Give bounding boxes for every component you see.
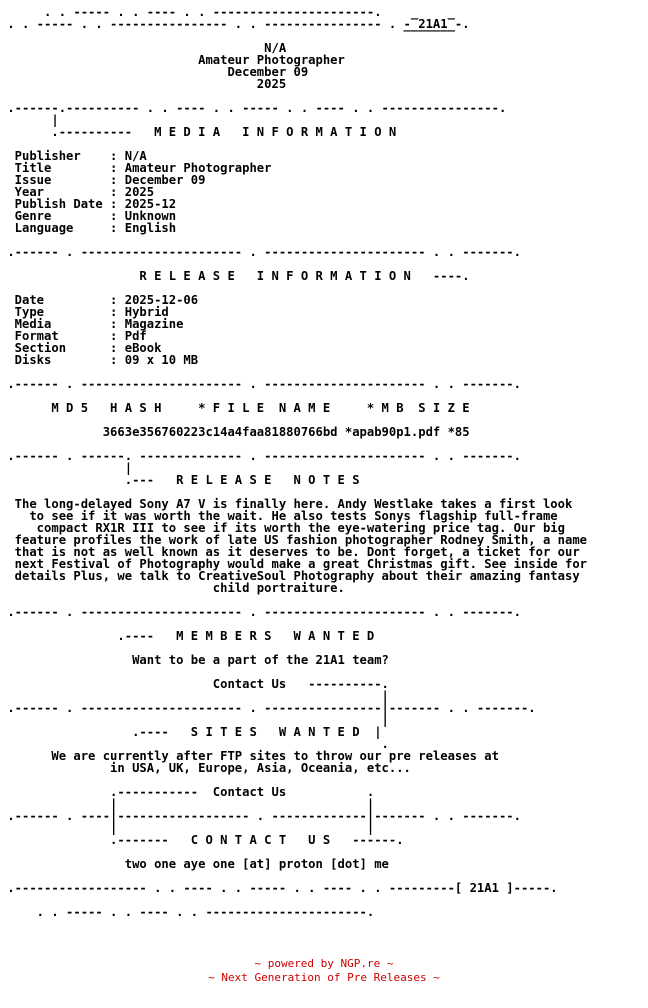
nfo-line: Title : Amateur Photographer bbox=[0, 161, 272, 175]
nfo-text-block bbox=[0, 6, 648, 930]
nfo-line: | bbox=[0, 689, 389, 703]
nfo-line: compact RX1R III to see if its worth the eye-watering price tag. Our big bbox=[0, 521, 565, 535]
nfo-line: that is not as well known as it deserves to be. Dont forget, a ticket for our bbox=[0, 545, 580, 559]
nfo-line: .------- C O N T A C T U S ------. bbox=[0, 833, 404, 847]
nfo-line: ‾‾‾‾‾‾‾ bbox=[0, 29, 455, 43]
nfo-line: Year : 2025 bbox=[0, 185, 155, 199]
nfo-line: two one aye one [at] proton [dot] me bbox=[0, 857, 389, 871]
nfo-line: .--- R E L E A S E N O T E S bbox=[0, 473, 360, 487]
nfo-line: Amateur Photographer bbox=[0, 53, 345, 67]
nfo-line: in USA, UK, Europe, Asia, Oceania, etc... bbox=[0, 761, 411, 775]
nfo-line: The long-delayed Sony A7 V is finally here. Andy Westlake takes a first look bbox=[0, 497, 573, 511]
nfo-line: 2025 bbox=[0, 77, 287, 91]
nfo-line: | | bbox=[0, 821, 375, 835]
nfo-line: child portraiture. bbox=[0, 581, 345, 595]
nfo-line: Issue : December 09 bbox=[0, 173, 206, 187]
nfo-line: Media : Magazine bbox=[0, 317, 184, 331]
nfo-line: December 09 bbox=[0, 65, 309, 79]
nfo-line: next Festival of Photography would make a great Christmas gift. See inside for bbox=[0, 557, 587, 571]
nfo-line: Contact Us ----------. bbox=[0, 677, 389, 691]
nfo-line: | bbox=[0, 461, 133, 475]
nfo-line: . . ----- . . ---- . . ----------------------. bbox=[0, 5, 382, 19]
nfo-line: Format : Pdf bbox=[0, 329, 147, 343]
nfo-line: .------------------ . . ---- . . ----- . . ---- . . ---------[ 21A1 ]-----. bbox=[0, 881, 558, 895]
nfo-line: details Plus, we talk to CreativeSoul Photography about their amazing fantasy bbox=[0, 569, 580, 583]
nfo-line: to see if it was worth the wait. He also tests Sonys flagship full-frame bbox=[0, 509, 558, 523]
nfo-line: Genre : Unknown bbox=[0, 209, 177, 223]
nfo-line: 3663e356760223c14a4faa81880766bd *apab90p1.pdf *85 bbox=[0, 425, 470, 439]
nfo-line: . . ----- . . ---- . . ----------------------. bbox=[0, 905, 375, 919]
nfo-line: .------ . ----|------------------ . -------------|------- . . -------. bbox=[0, 809, 521, 823]
nfo-line: feature profiles the work of late US fashion photographer Rodney Smith, a name bbox=[0, 533, 587, 547]
nfo-line: .------.---------- . . ---- . . ----- . . ---- . . ----------------. bbox=[0, 101, 507, 115]
nfo-line: . bbox=[0, 737, 389, 751]
nfo-line: .---- M E M B E R S W A N T E D bbox=[0, 629, 375, 643]
nfo-line: We are currently after FTP sites to throw our pre releases at bbox=[0, 749, 499, 763]
nfo-line: .------ . ------. -------------- . ---------------------- . . -------. bbox=[0, 449, 521, 463]
nfo-line: Section : eBook bbox=[0, 341, 162, 355]
nfo-line: Type : Hybrid bbox=[0, 305, 169, 319]
footer-powered-by: ~ powered by NGP.re ~ bbox=[254, 957, 394, 970]
nfo-line: Language : English bbox=[0, 221, 177, 235]
nfo-line: Publish Date : 2025-12 bbox=[0, 197, 177, 211]
nfo-line: | bbox=[0, 113, 59, 127]
nfo-line: .---- S I T E S W A N T E D | bbox=[0, 725, 382, 739]
nfo-line: .----------- Contact Us . bbox=[0, 785, 375, 799]
nfo-line: Date : 2025-12-06 bbox=[0, 293, 199, 307]
nfo-line: | bbox=[0, 713, 389, 727]
nfo-line: .------ . ---------------------- . ---------------------- . . -------. bbox=[0, 377, 521, 391]
nfo-line: Want to be a part of the 21A1 team? bbox=[0, 653, 389, 667]
nfo-line: .---------- M E D I A I N F O R M A T I O N bbox=[0, 125, 397, 139]
nfo-line: Publisher : N/A bbox=[0, 149, 147, 163]
footer-tagline: ~ Next Generation of Pre Releases ~ bbox=[208, 971, 440, 984]
nfo-line bbox=[0, 918, 648, 930]
nfo-line: . . ----- . . ---------------- . . ---------------- . -‾21A1‾-. bbox=[0, 17, 470, 31]
nfo-line: Disks : 09 x 10 MB bbox=[0, 353, 199, 367]
nfo-line: R E L E A S E I N F O R M A T I O N ----. bbox=[0, 269, 470, 283]
nfo-line: N/A bbox=[0, 41, 287, 55]
nfo-line: M D 5 H A S H * F I L E N A M E * M B S I Z E bbox=[0, 401, 470, 415]
nfo-line: | | bbox=[0, 797, 375, 811]
nfo-line: .------ . ---------------------- . ---------------------- . . -------. bbox=[0, 245, 521, 259]
nfo-line: .------ . ---------------------- . ----------------|------- . . -------. bbox=[0, 701, 536, 715]
nfo-line: .------ . ---------------------- . ---------------------- . . -------. bbox=[0, 605, 521, 619]
